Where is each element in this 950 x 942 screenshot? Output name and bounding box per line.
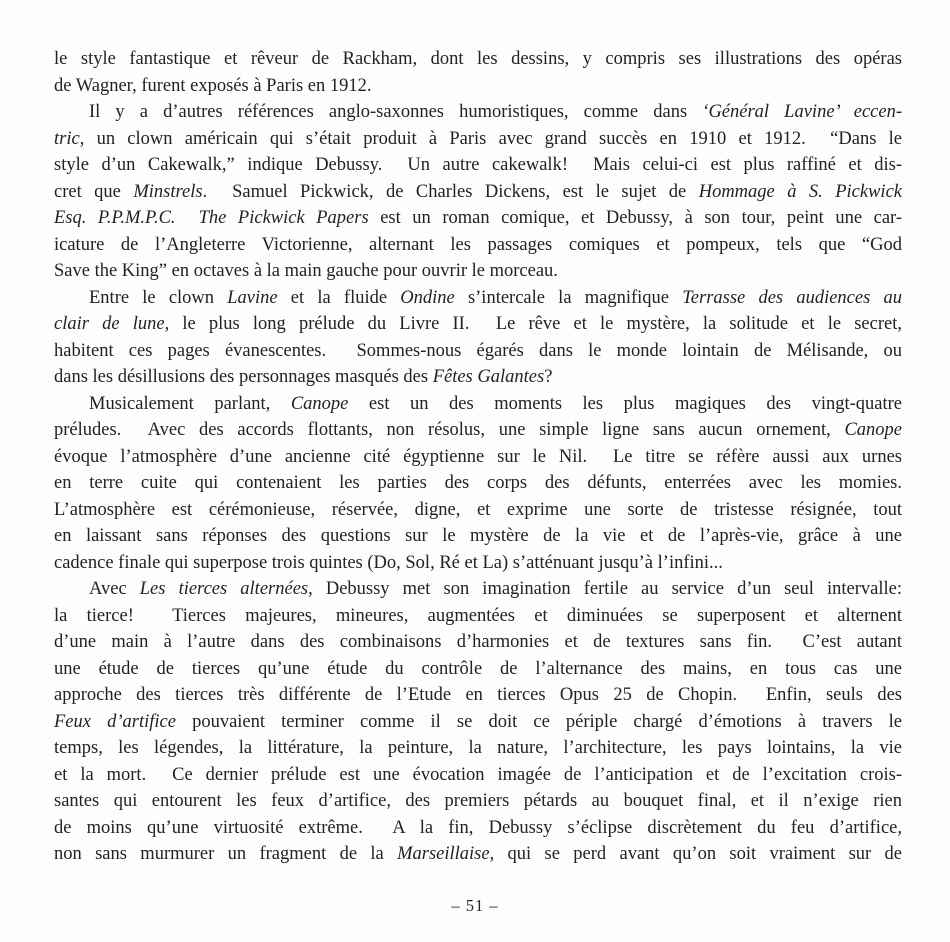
text-line	[54, 46, 902, 73]
text-line	[54, 735, 902, 762]
text-line	[54, 311, 902, 338]
text-line	[54, 497, 902, 524]
paragraph	[54, 391, 902, 577]
text-segment: s’intercale la magnifique	[454, 287, 683, 308]
text-segment: temps, les légendes, la littérature, la peinture, la nature, l’architecture, les pays lointains, la vie	[54, 738, 902, 758]
text-segment: et la fluide	[277, 287, 401, 308]
page-number: – 51 –	[451, 896, 499, 915]
paragraph	[54, 99, 902, 285]
text-line	[54, 470, 902, 497]
italic-text-segment: tric	[54, 128, 80, 149]
italic-text-segment: Canope	[844, 420, 902, 440]
text-line	[54, 576, 902, 603]
text-segment: d’une main à l’autre dans des combinaisons d’harmonies et de textures sans fin. C’est autant	[54, 632, 902, 652]
text-segment: , un clown américain qui s’était produit à Paris avec grand succès en 1910 et 1912. “Dans le	[79, 128, 902, 149]
paragraph	[54, 285, 902, 391]
text-segment: Avec	[89, 579, 140, 599]
text-segment: cadence finale qui superpose trois quintes (Do, Sol, Ré et La) s’atténuant jusqu’à l’infini...	[54, 552, 723, 573]
text-line	[54, 444, 902, 471]
paragraph	[54, 576, 902, 868]
italic-text-segment: Ondine	[400, 287, 455, 308]
text-line	[54, 126, 902, 153]
italic-text-segment: Esq. P.P.M.P.C. The Pickwick Papers	[54, 208, 369, 228]
text-line	[54, 841, 902, 868]
text-segment: en terre cuite qui contenaient les parties des corps des défunts, enterrées avec les momies.	[54, 473, 902, 493]
text-line	[54, 179, 902, 206]
text-segment: santes qui entourent les feux d’artifice, des premiers pétards au bouquet final, et il n’exige rien	[54, 791, 902, 811]
italic-text-segment: Minstrels	[133, 181, 203, 202]
text-segment: . Samuel Pickwick, de Charles Dickens, est le sujet de	[202, 181, 699, 202]
text-segment: évoque l’atmosphère d’une ancienne cité égyptienne sur le Nil. Le titre se réfère aussi aux urnes	[54, 446, 902, 467]
text-segment: non sans murmurer un fragment de la	[54, 844, 398, 864]
text-line	[54, 629, 902, 656]
text-segment: L’atmosphère est cérémonieuse, réservée, digne, et exprime une sorte de tristesse résignée, tout	[54, 499, 902, 520]
text-segment: et la mort. Ce dernier prélude est une évocation imagée de l’anticipation et de l’excitation crois-	[54, 764, 902, 785]
text-line	[54, 682, 902, 709]
text-segment: style d’un Cakewalk,” indique Debussy. Un autre cakewalk! Mais celui-ci est plus raffiné et dis-	[54, 155, 902, 175]
text-segment: cret que	[54, 181, 134, 202]
text-segment: la tierce! Tierces majeures, mineures, augmentées et diminuées se superposent et alternent	[54, 605, 902, 626]
text-segment: , le plus long prélude du Livre II. Le rêve et le mystère, la solitude et le secret,	[164, 314, 902, 334]
text-segment: ?	[544, 367, 553, 387]
text-line	[54, 99, 902, 126]
text-line	[54, 73, 902, 100]
text-segment: dans les désillusions des personnages masqués des	[54, 367, 433, 387]
text-line	[54, 232, 902, 259]
text-line	[54, 258, 902, 285]
italic-text-segment: Canope	[290, 393, 349, 414]
text-segment: pouvaient terminer comme il se doit ce périple chargé d’émotions à travers le	[175, 711, 902, 732]
text-line	[54, 391, 902, 418]
text-segment: habitent ces pages évanescentes. Sommes-nous égarés dans le monde lointain de Mélisande, ou	[54, 340, 902, 361]
text-segment: préludes. Avec des accords flottants, non résolus, une simple ligne sans aucun ornement,	[54, 420, 845, 440]
italic-text-segment: clair de lune	[54, 314, 165, 334]
text-line	[54, 815, 902, 842]
text-line	[54, 709, 902, 736]
text-segment: en laissant sans réponses des questions sur le mystère de la vie et de l’après-vie, grâce à une	[54, 526, 902, 546]
text-line	[54, 338, 902, 365]
text-line	[54, 788, 902, 815]
body-text	[54, 46, 902, 868]
text-segment: Entre le clown	[89, 287, 228, 308]
text-line	[54, 550, 902, 577]
text-segment: , qui se perd avant qu’on soit vraiment sur de	[489, 844, 902, 864]
text-segment: icature de l’Angleterre Victorienne, alternant les passages comiques et pompeux, tels que “God	[54, 234, 902, 255]
italic-text-segment: Terrasse des audiences au	[682, 287, 902, 308]
text-segment: de Wagner, furent exposés à Paris en 1912.	[54, 75, 372, 96]
text-segment: Save the King” en octaves à la main gauche pour ouvrir le morceau.	[54, 261, 558, 281]
text-line	[54, 205, 902, 232]
italic-text-segment: Feux d’artifice	[54, 711, 176, 732]
text-line	[54, 152, 902, 179]
text-line	[54, 364, 902, 391]
text-segment: approche des tierces très différente de l’Etude en tierces Opus 25 de Chopin. Enfin, seuls des	[54, 685, 902, 705]
italic-text-segment: Fêtes Galantes	[432, 367, 545, 387]
text-segment: est un roman comique, et Debussy, à son tour, peint une car-	[368, 208, 902, 228]
italic-text-segment: Hommage à S. Pickwick	[698, 181, 902, 202]
italic-text-segment: Marseillaise	[397, 844, 490, 864]
text-segment: Musicalement parlant,	[89, 393, 291, 414]
italic-text-segment: ‘Général Lavine’ eccen-	[702, 102, 902, 122]
text-segment: une étude de tierces qu’une étude du contrôle de l’alternance des mains, en tous cas une	[54, 658, 902, 679]
text-segment: Il y a d’autres références anglo-saxonnes humoristiques, comme dans	[89, 102, 703, 122]
paragraph	[54, 46, 902, 99]
text-segment: le style fantastique et rêveur de Rackham, dont les dessins, y compris ses illustrations des opéras	[54, 49, 902, 69]
text-segment: est un des moments les plus magiques des vingt-quatre	[348, 393, 902, 414]
text-segment: , Debussy met son imagination fertile au service d’un seul intervalle:	[308, 579, 902, 599]
text-line	[54, 523, 902, 550]
text-line	[54, 285, 902, 312]
italic-text-segment: Les tierces alternées	[139, 579, 309, 599]
italic-text-segment: Lavine	[227, 287, 278, 308]
text-line	[54, 656, 902, 683]
text-line	[54, 603, 902, 630]
text-segment: de moins qu’une virtuosité extrême. A la fin, Debussy s’éclipse discrètement du feu d’artifice,	[54, 817, 902, 838]
text-line	[54, 417, 902, 444]
text-line	[54, 762, 902, 789]
